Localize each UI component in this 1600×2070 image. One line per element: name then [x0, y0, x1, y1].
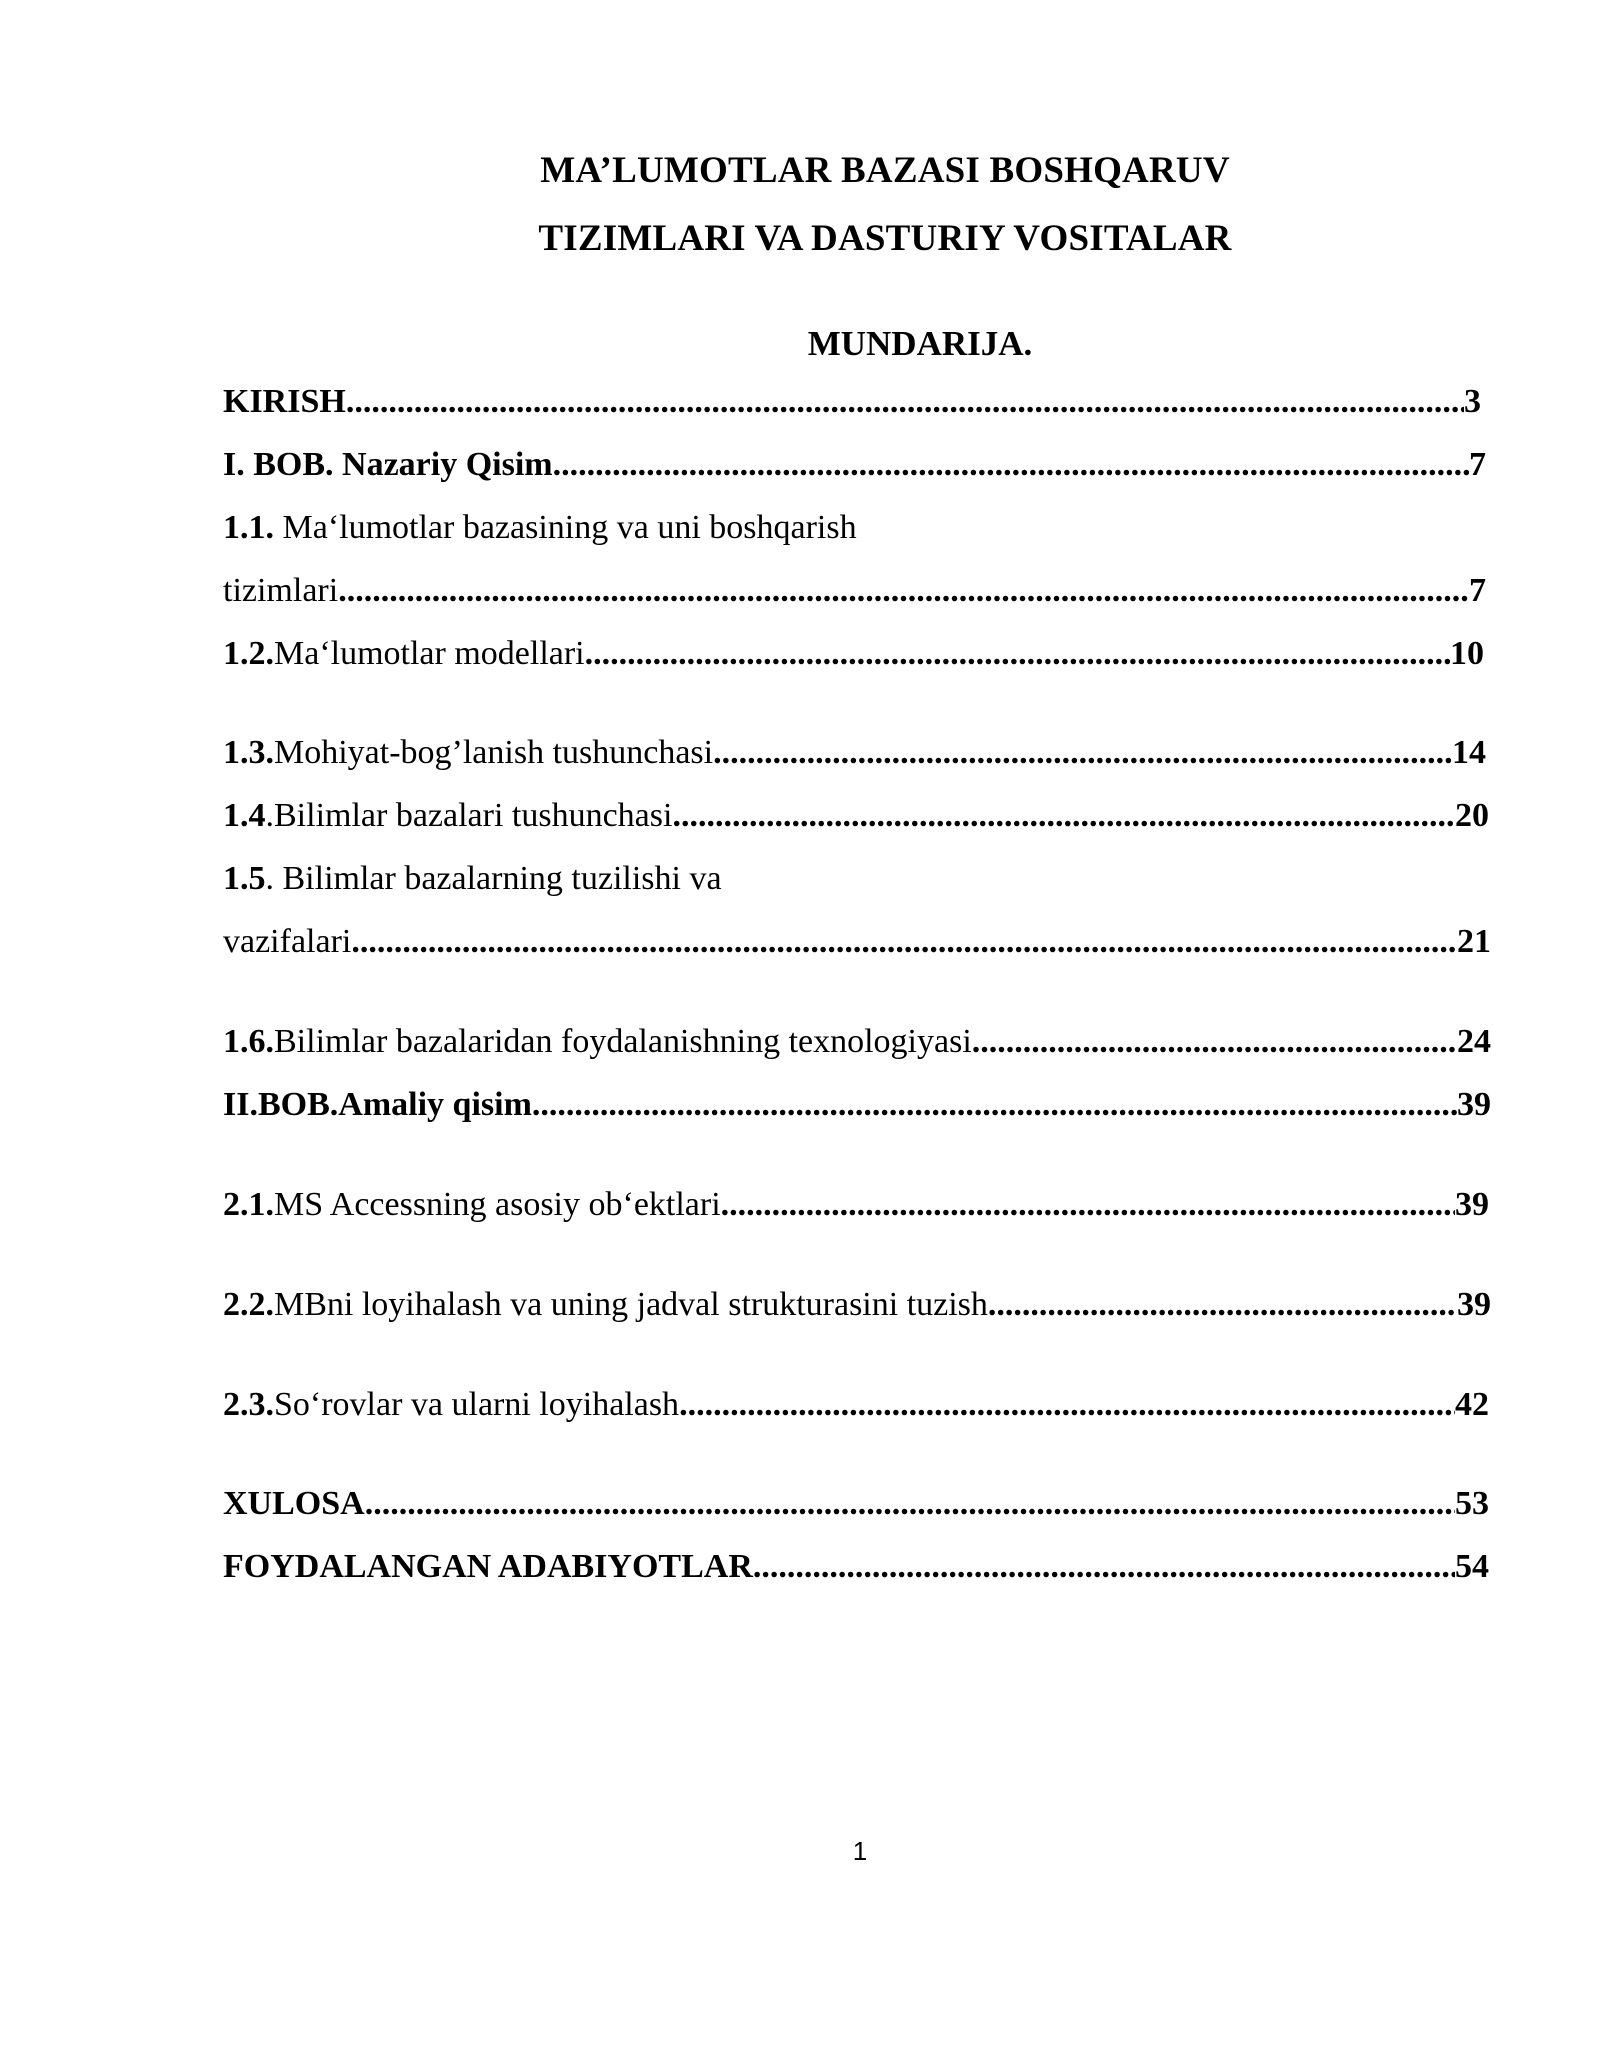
toc-leader-dots — [532, 1083, 1457, 1127]
toc-entry-1-5-line2[interactable] — [223, 920, 1491, 964]
toc-entry-number: 1.6. — [223, 1023, 274, 1060]
toc-leader-dots — [972, 1020, 1457, 1064]
toc-entry-text: Bilimlar bazalaridan foydalanishning texnologiyasi — [274, 1023, 972, 1060]
toc-entry-text: MBni loyihalash va uning jadval strukturasini tuzish — [274, 1286, 988, 1323]
document-title-line2: TIZIMLARI VA DASTURIY VOSITALAR — [538, 218, 1232, 259]
toc-entry-text: vazifalari — [223, 923, 352, 960]
toc-leader-dots — [679, 1383, 1455, 1427]
toc-entry-page: 53 — [1455, 1485, 1489, 1522]
toc-entry-bob2[interactable] — [223, 1083, 1491, 1127]
toc-entry-1-6[interactable] — [223, 1020, 1491, 1064]
toc-leader-dots — [351, 920, 1457, 964]
toc-entry-label: KIRISH — [223, 383, 346, 420]
toc-entry-2-3[interactable] — [223, 1383, 1489, 1427]
toc-entry-kirish[interactable] — [223, 380, 1481, 424]
toc-leader-dots — [753, 1545, 1455, 1589]
toc-entry-page: 7 — [1469, 572, 1486, 609]
toc-entry-label: I. BOB. Nazariy Qisim — [223, 446, 553, 483]
toc-entry-1-1-line1[interactable] — [223, 506, 857, 550]
toc-heading: MUNDARIJA. — [807, 324, 1033, 363]
toc-entry-text: Mohiyat-bog’lanish tushunchasi — [274, 734, 714, 771]
toc-entry-page: 3 — [1464, 383, 1481, 420]
toc-leader-dots — [346, 380, 1464, 424]
toc-entry-page: 42 — [1455, 1386, 1489, 1423]
toc-entry-page: 39 — [1455, 1186, 1489, 1223]
toc-entry-1-1-line2[interactable] — [223, 569, 1486, 613]
toc-entry-text: tizimlari — [223, 572, 339, 609]
toc-entry-page: 20 — [1455, 797, 1489, 834]
toc-entry-text: So‘rovlar va ularni loyihalash — [274, 1386, 680, 1423]
toc-entry-1-2[interactable] — [223, 632, 1484, 676]
toc-entry-label: FOYDALANGAN ADABIYOTLAR — [223, 1548, 753, 1585]
toc-entry-number: 2.3. — [223, 1386, 274, 1423]
toc-entry-1-3[interactable] — [223, 731, 1486, 775]
toc-entry-2-2[interactable] — [223, 1283, 1491, 1327]
toc-leader-dots — [585, 632, 1450, 676]
toc-entry-1-5-line1[interactable] — [223, 857, 722, 901]
toc-leader-dots — [721, 1183, 1455, 1227]
toc-leader-dots — [365, 1482, 1455, 1526]
toc-entry-page: 39 — [1457, 1286, 1491, 1323]
toc-entry-page: 7 — [1469, 446, 1486, 483]
toc-leader-dots — [988, 1283, 1457, 1327]
toc-entry-text: MS Accessning asosiy ob‘ektlari — [274, 1186, 721, 1223]
toc-entry-text: Ma‘lumotlar bazasining va uni boshqarish — [274, 509, 857, 546]
toc-entry-number: 1.4 — [223, 797, 266, 834]
toc-entry-bob1[interactable] — [223, 443, 1486, 487]
toc-entry-number: 1.2. — [223, 635, 274, 672]
toc-entry-page: 54 — [1455, 1548, 1489, 1585]
toc-entry-page: 24 — [1457, 1023, 1491, 1060]
toc-entry-text: .Bilimlar bazalari tushunchasi — [265, 797, 673, 834]
toc-entry-adabiyotlar[interactable] — [223, 1545, 1489, 1589]
toc-entry-1-4[interactable] — [223, 794, 1489, 838]
toc-entry-page: 21 — [1457, 923, 1491, 960]
toc-entry-page: 14 — [1452, 734, 1486, 771]
document-title-line1: MA’LUMOTLAR BAZASI BOSHQARUV — [540, 150, 1230, 191]
toc-entry-label: II.BOB.Amaliy qisim — [223, 1086, 532, 1123]
toc-entry-label: XULOSA — [223, 1485, 365, 1522]
toc-entry-page: 39 — [1457, 1086, 1491, 1123]
toc-leader-dots — [338, 569, 1469, 613]
toc-entry-number: 1.5 — [223, 860, 266, 897]
toc-entry-text: Ma‘lumotlar modellari — [274, 635, 585, 672]
toc-entry-xulosa[interactable] — [223, 1482, 1489, 1526]
toc-entry-number: 1.3. — [223, 734, 274, 771]
toc-entry-page: 10 — [1450, 635, 1484, 672]
toc-leader-dots — [553, 443, 1469, 487]
toc-entry-text: . Bilimlar bazalarning tuzilishi va — [265, 860, 722, 897]
toc-leader-dots — [713, 731, 1452, 775]
toc-leader-dots — [672, 794, 1455, 838]
toc-entry-number: 2.2. — [223, 1286, 274, 1323]
toc-entry-2-1[interactable] — [223, 1183, 1489, 1227]
toc-entry-number: 1.1. — [223, 509, 274, 546]
toc-entry-number: 2.1. — [223, 1186, 274, 1223]
page-number: 1 — [852, 1836, 868, 1866]
